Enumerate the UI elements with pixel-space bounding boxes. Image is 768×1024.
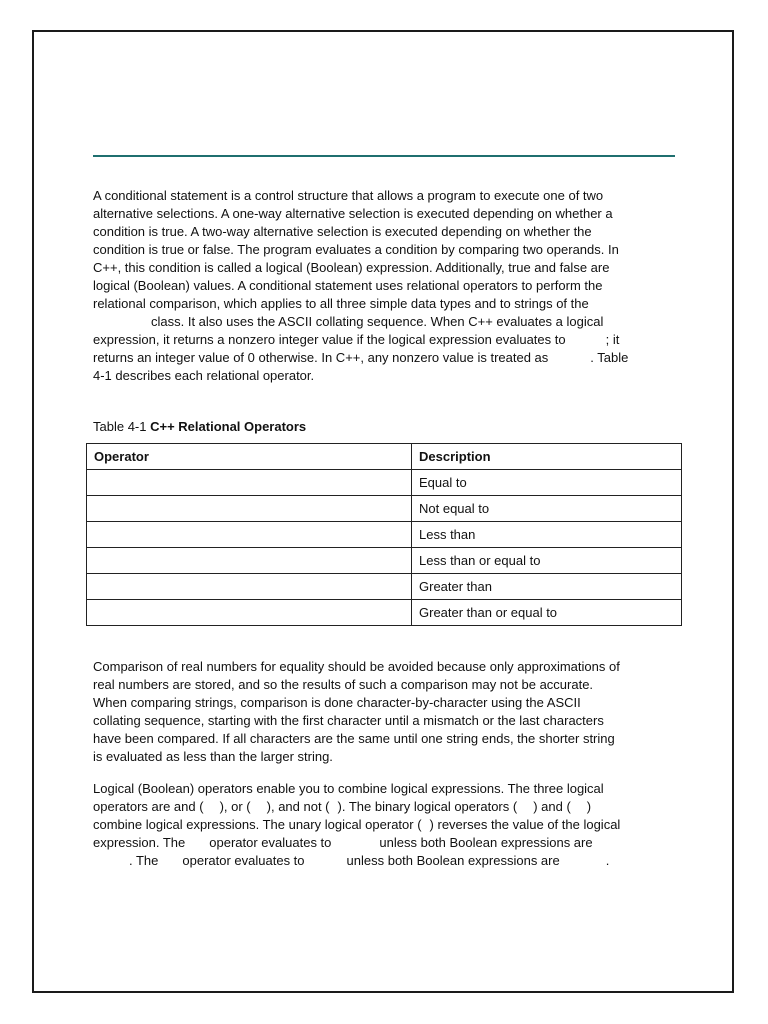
intro-line: condition is true. A two-way alternative selection is executed depending on whether the (93, 224, 592, 239)
table-row (87, 600, 682, 626)
table-caption-prefix: Table 4-1 (93, 419, 147, 434)
table-caption (93, 418, 306, 436)
header-rule (93, 155, 675, 157)
intro-line: condition is true or false. The program evaluates a condition by comparing two operands. In (93, 242, 619, 257)
logical-line-text: combine logical expressions. The unary logical operator ( (93, 817, 422, 832)
logical-line-text: ), or ( (219, 799, 251, 814)
description-cell: Equal to (412, 470, 682, 496)
logical-line-text: operator evaluates to (209, 835, 332, 850)
intro-line: logical (Boolean) values. A conditional statement uses relational operators to perform the (93, 278, 603, 293)
table-row (87, 522, 682, 548)
intro-line-text: . Table (590, 350, 629, 365)
logical-line: Logical (Boolean) operators enable you to combine logical expressions. The three logical (93, 781, 604, 796)
comparison-line: have been compared. If all characters are the same until one string ends, the shorter string (93, 731, 615, 746)
logical-line-text: unless both Boolean expressions are (346, 853, 560, 868)
logical-line (93, 834, 675, 852)
intro-line-text: class. It also uses the ASCII collating sequence. When C++ evaluates a logical (151, 314, 604, 329)
header-description: Description (412, 444, 682, 470)
logical-line (93, 798, 675, 816)
logical-line-text: . The (129, 853, 159, 868)
intro-line: relational comparison, which applies to all three simple data types and to strings of the (93, 296, 589, 311)
comparison-line: real numbers are stored, and so the results of such a comparison may not be accurate. (93, 677, 594, 692)
table-caption-title: C++ Relational Operators (150, 419, 307, 434)
comparison-line: Comparison of real numbers for equality should be avoided because only approximations of (93, 659, 620, 674)
intro-line-text: ; it (605, 332, 620, 347)
table-header-row (87, 444, 682, 470)
operator-cell (87, 496, 412, 522)
description-cell: Not equal to (412, 496, 682, 522)
description-cell: Less than or equal to (412, 548, 682, 574)
header-operator: Operator (87, 444, 412, 470)
comparison-line: collating sequence, starting with the first character until a mismatch or the last characters (93, 713, 604, 728)
table-row (87, 574, 682, 600)
logical-line-text: ) (586, 799, 592, 814)
logical-line (93, 852, 675, 870)
description-cell: Greater than or equal to (412, 600, 682, 626)
intro-line-text: expression, it returns a nonzero integer value if the logical expression evaluates to (93, 332, 566, 347)
logical-line-text: ). The binary logical operators ( (337, 799, 518, 814)
logical-line-text: ), and not ( (266, 799, 330, 814)
intro-line: 4-1 describes each relational operator. (93, 368, 315, 383)
comparison-paragraph (93, 658, 675, 766)
logical-line-text: unless both Boolean expressions are (379, 835, 593, 850)
intro-line: alternative selections. A one-way alternative selection is executed depending on whether a (93, 206, 613, 221)
logical-line-text: ) and ( (533, 799, 571, 814)
description-cell: Less than (412, 522, 682, 548)
operator-cell (87, 574, 412, 600)
operator-cell (87, 470, 412, 496)
intro-line-text: returns an integer value of 0 otherwise. In C++, any nonzero value is treated as (93, 350, 549, 365)
logical-line (93, 816, 675, 834)
logical-line-text: . (605, 853, 610, 868)
operator-cell (87, 548, 412, 574)
comparison-line: is evaluated as less than the larger string. (93, 749, 333, 764)
table-row (87, 548, 682, 574)
operator-cell (87, 522, 412, 548)
comparison-line: When comparing strings, comparison is done character-by-character using the ASCII (93, 695, 581, 710)
relational-operators-table (86, 443, 682, 626)
logical-line-text: operator evaluates to (182, 853, 305, 868)
table-row (87, 496, 682, 522)
operator-cell (87, 600, 412, 626)
intro-line: A conditional statement is a control structure that allows a program to execute one of two (93, 188, 604, 203)
logical-line-text: expression. The (93, 835, 186, 850)
table-row (87, 470, 682, 496)
logical-paragraph (93, 780, 675, 870)
logical-line-text: ) reverses the value of the logical (429, 817, 621, 832)
logical-line-text: operators are and ( (93, 799, 204, 814)
intro-paragraph (93, 187, 675, 385)
intro-line: C++, this condition is called a logical (Boolean) expression. Additionally, true and false are (93, 260, 610, 275)
intro-line (93, 313, 675, 331)
intro-line (93, 331, 675, 349)
description-cell: Greater than (412, 574, 682, 600)
intro-line (93, 349, 675, 367)
